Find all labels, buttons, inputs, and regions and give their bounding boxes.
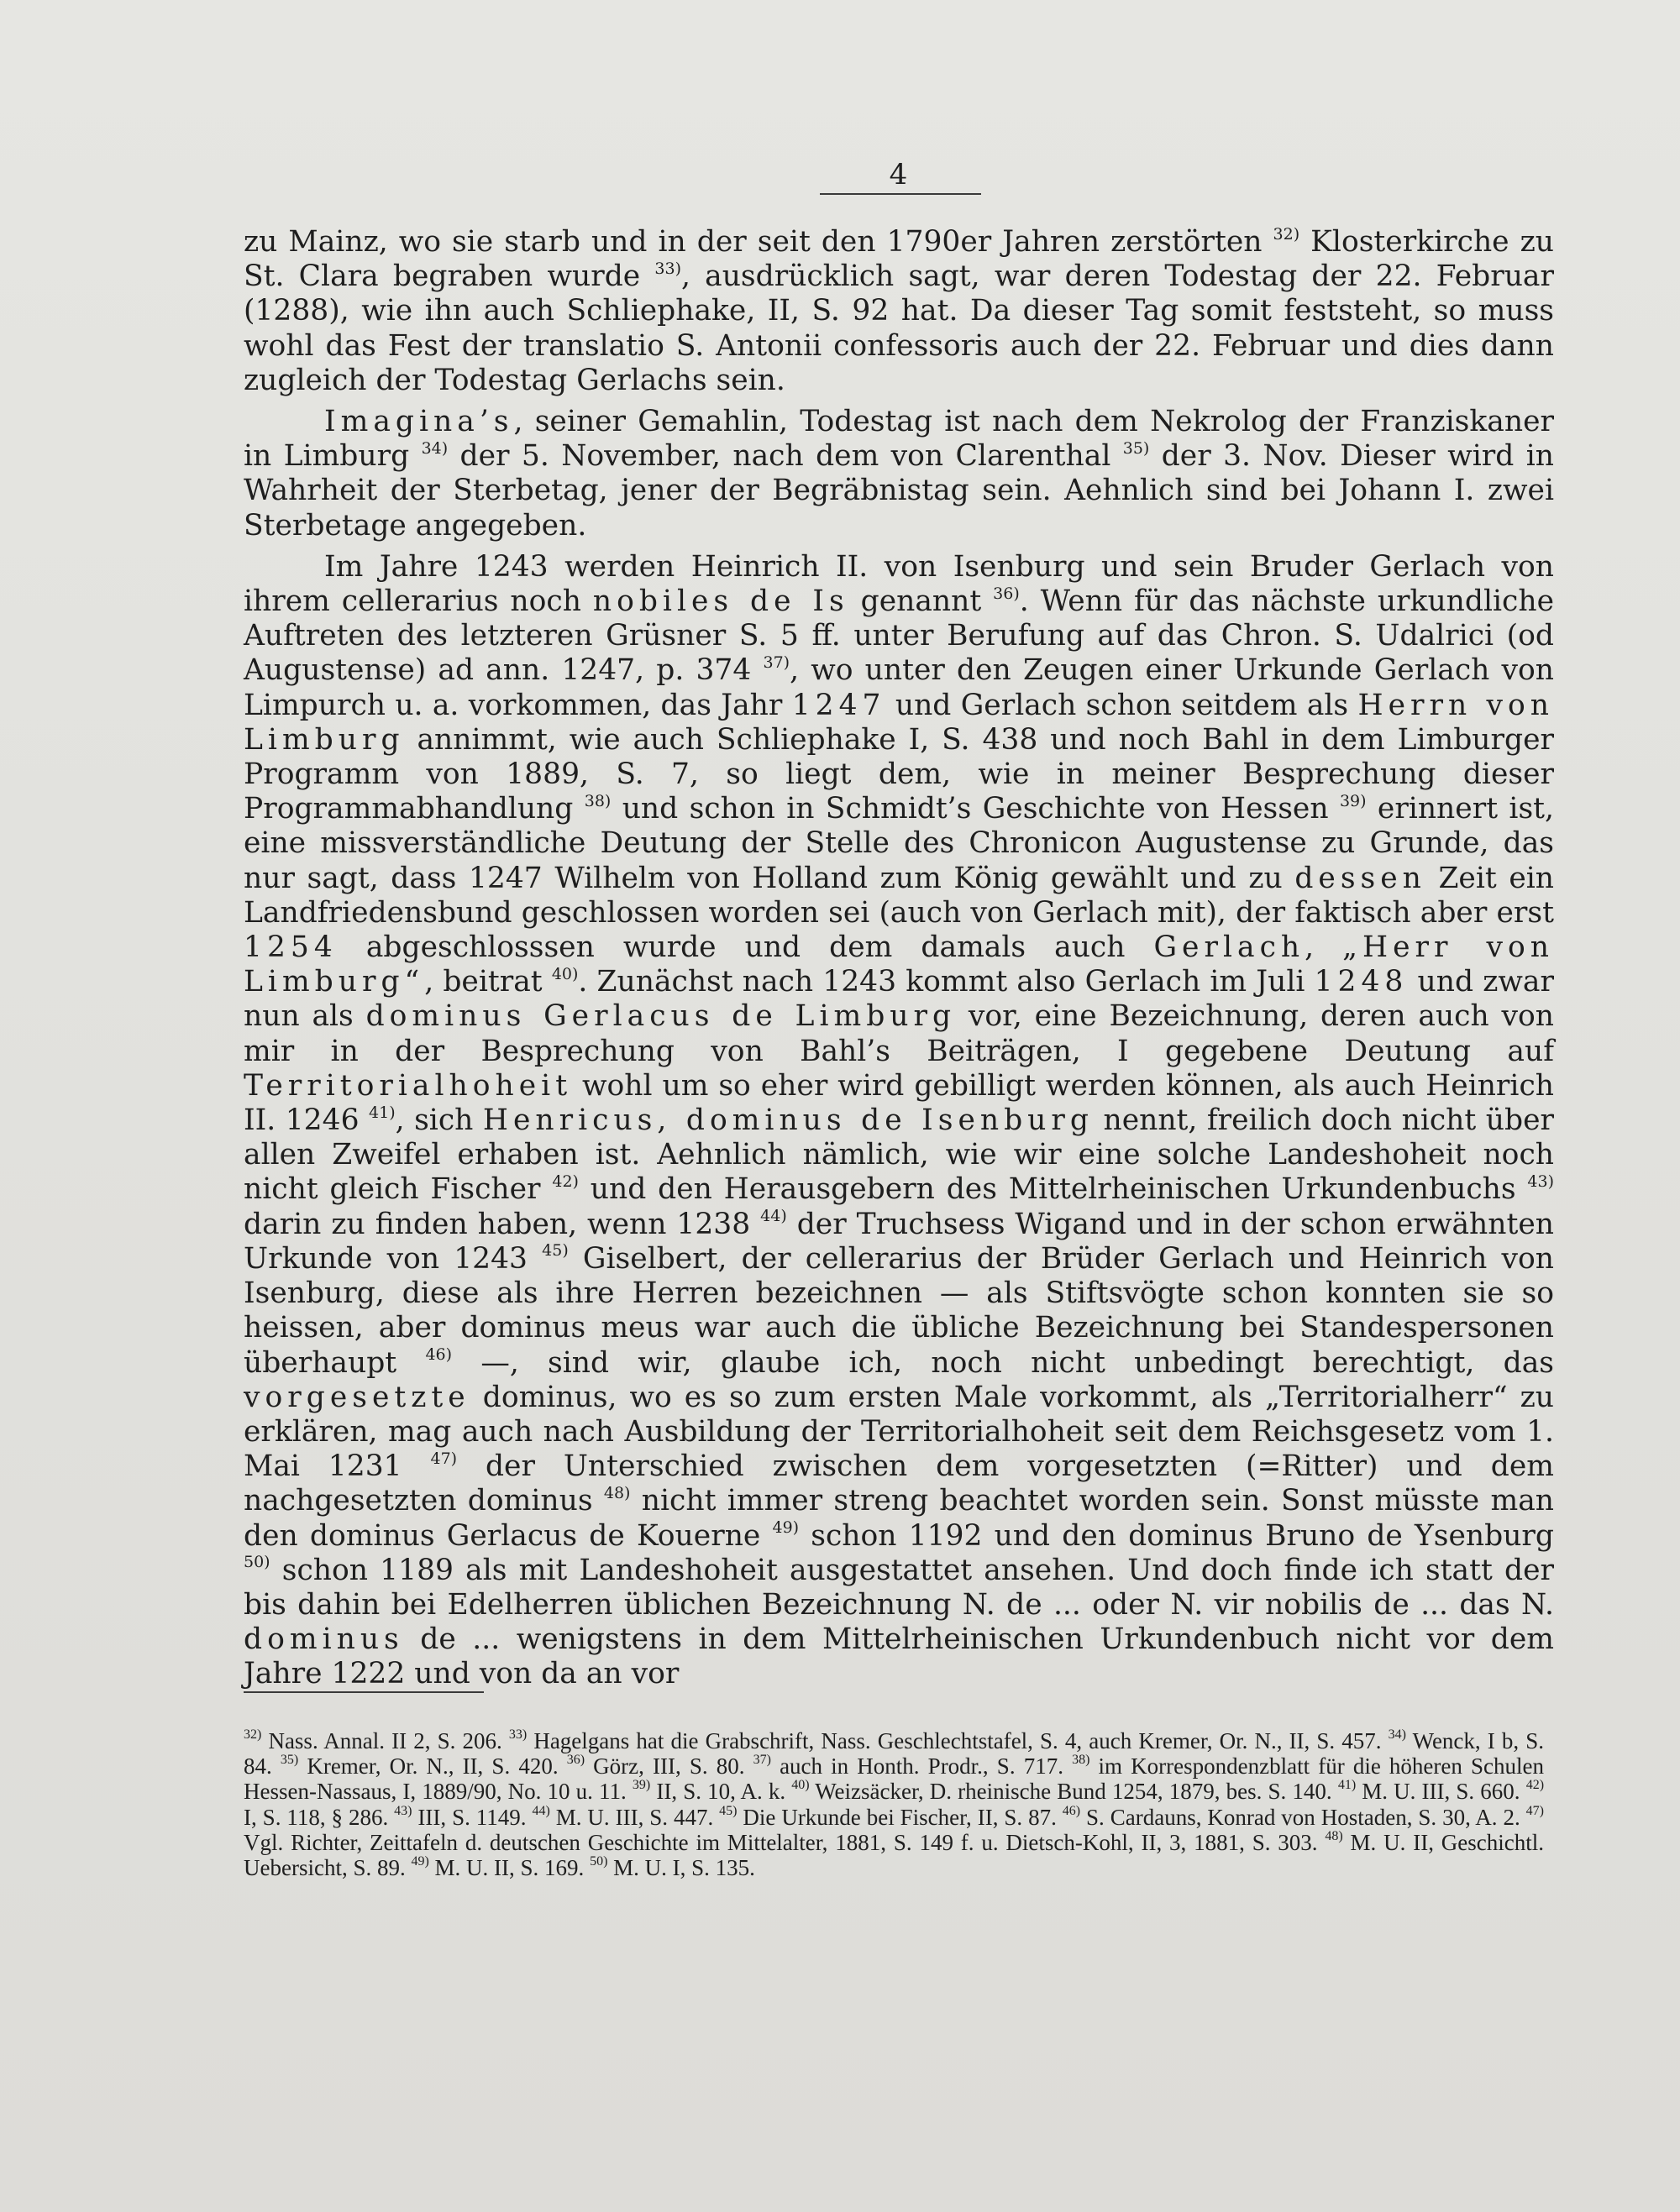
footnote-ref: 41) [369,1103,396,1122]
header-rule [820,193,981,195]
footnote-ref: 43) [1527,1172,1554,1191]
footnote-ref: 34) [421,438,449,458]
footnote-rule [244,1691,484,1693]
footnote-ref: 33) [654,259,681,278]
footnote-ref: 39) [1339,791,1367,810]
footnote-ref: 45) [542,1241,569,1261]
footnote-ref: 47) [430,1449,458,1468]
footnote-ref: 50) [244,1553,270,1572]
footnotes [244,1728,1544,1880]
footnote-ref: 46) [425,1345,453,1364]
paragraph-2: Imagina’s, seiner Gemahlin, Todestag ist nach dem Nekrolog der Franziskaner in Limburg $^{34)}$ der 5. November, nach dem von Clarenthal $^{35)}$ der 3. Nov. Dieser wird in Wahrheit der Sterbetag, jener der Begräbnistag sein. Aehnlich sind bei Johann I. zwei Sterbetage angegeben. [244,405,1554,543]
paragraph-3: Im Jahre 1243 werden Heinrich II. von Isenburg und sein Bruder Gerlach von ihrem cellerarius noch nobiles de Is genannt $^{36)}$. Wenn für das nächste urkundliche Auftreten des letzteren Grüsner S. 5 ff. unter Berufung auf das Chron. S. Udalrici (od Augustense) ad ann. 1247, p. 374 $^{37)}$, wo unter den Zeugen einer Urkunde Gerlach von Limpurch u. a. vorkommen, das Jahr 1247 und Gerlach schon seitdem als Herrn von Limburg annimmt, wie auch Schliephake I, S. 438 und noch Bahl in dem Limburger Programm von 1889, S. 7, so liegt dem, wie in meiner Besprechung dieser Programmabhandlung $^{38)}$ und schon in Schmidt’s Geschichte von Hessen $^{39)}$ erinnert ist, eine missverständliche Deutung der Stelle des Chronicon Augustense zu Grunde, das nur sagt, dass 1247 Wilhelm von Holland zum König gewählt und zu dessen Zeit ein Landfriedensbund geschlossen worden sei (auch von Gerlach mit), der faktisch aber erst 1254 abgeschlosssen wurde und dem damals auch Gerlach, „Herr von Limburg“, beitrat $^{40)}$. Zunächst nach 1243 kommt also Gerlach im Juli 1248 und zwar nun als dominus Gerlacus de Limburg vor, eine Bezeichnung, deren auch von mir in der Besprechung von Bahl’s Beiträgen, I gegebene Deutung auf Territorialhoheit wohl um so eher wird gebilligt werden können, als auch Heinrich II. 1246 $^{41)}$, sich Henricus, dominus de Isenburg nennt, freilich doch nicht über allen Zweifel erhaben ist. Aehnlich nämlich, wie wir eine solche Landeshoheit noch nicht gleich Fischer $^{42)}$ und den Herausgebern des Mittelrheinischen Urkundenbuchs $^{43)}$ darin zu finden haben, wenn 1238 $^{44)}$ der Truchsess Wigand und in der schon erwähnten Urkunde von 1243 $^{45)}$ Giselbert, der cellerarius der Brüder Gerlach und Heinrich von Isenburg, diese als ihre Herren bezeichnen — als Stiftsvögte schon konnten sie so heissen, aber dominus meus war auch die übliche Bezeichnung bei Standespersonen überhaupt $^{46)}$ —, sind wir, glaube ich, noch nicht unbedingt berechtigt, das vorgesetzte dominus, wo es so zum ersten Male vorkommt, als „Territorialherr“ zu erklären, mag auch nach Ausbildung der Territorialhoheit seit dem Reichsgesetz vom 1. Mai 1231 $^{47)}$ der Unterschied zwischen dem vorgesetzten (=Ritter) und dem nachgesetzten dominus $^{48)}$ nicht immer streng beachtet worden sein. Sonst müsste man den dominus Gerlacus de Kouerne $^{49)}$ schon 1192 und den dominus Bruno de Ysenburg $^{50)}$ schon 1189 als mit Landeshoheit ausgestattet ansehen. Und doch finde ich statt der bis dahin bei Edelherren üblichen Bezeichnung N. de ... oder N. vir nobilis de ... das N. dominus de ... wenigstens in dem Mittelrheinischen Urkundenbuch nicht vor dem Jahre 1222 und von da an vor [244,549,1555,1691]
footnote-ref: 44) [760,1207,787,1226]
footnote-ref: 37) [763,653,790,672]
page-number: 4 [889,158,909,191]
footnote-ref: 35) [1122,438,1150,458]
footnote-ref: 49) [772,1518,800,1538]
footnote-ref: 40) [551,964,579,983]
footnote-ref: 48) [603,1483,631,1502]
footnote-ref: 36) [993,584,1020,603]
body-text [244,225,1554,1692]
footnote-ref: 38) [584,791,612,810]
paragraph-1: zu Mainz, wo sie starb und in der seit den 1790er Jahren zerstörten $^{32)}$ Klosterkirche zu St. Clara begraben wurde $^{33)}$, ausdrücklich sagt, war deren Todestag der 22. Februar (1288), wie ihn auch Schliephake, II, S. 92 hat. Da dieser Tag somit feststeht, so muss wohl das Fest der translatio S. Antonii confessoris auch der 22. Februar und dies dann zugleich der Todestag Gerlachs sein. [244,224,1554,397]
footnote-block: $^{32)}$ Nass. Annal. II 2, S. 206. $^{33)}$ Hagelgans hat die Grabschrift, Nass. Geschlechtstafel, S. 4, auch Kremer, Or. N., II, S. 457. $^{34)}$ Wenck, I b, S. 84. $^{35)}$ Kremer, Or. N., II, S. 420. $^{36)}$ Görz, III, S. 80. $^{37)}$ auch in Honth. Prodr., S. 717. $^{38)}$ im Korrespondenzblatt für die höheren Schulen Hessen-Nassaus, I, 1889/90, No. 10 u. 11. $^{39)}$ II, S. 10, A. k. $^{40)}$ Weizsäcker, D. rheinische Bund 1254, 1879, bes. S. 140. $^{41)}$ M. U. III, S. 660. $^{42)}$ I, S. 118, § 286. $^{43)}$ III, S. 1149. $^{44)}$ M. U. III, S. 447. $^{45)}$ Die Urkunde bei Fischer, II, S. 87. $^{46)}$ S. Cardauns, Konrad von Hostaden, S. 30, A. 2. $^{47)}$ Vgl. Richter, Zeittafeln d. deutschen Geschichte im Mittelalter, 1881, S. 149 f. u. Dietsch-Kohl, II, 3, 1881, S. 303. $^{48)}$ M. U. II, Geschichtl. Uebersicht, S. 89. $^{49)}$ M. U. II, S. 169. $^{50)}$ M. U. I, S. 135. [244,1727,1545,1881]
footnote-ref: 42) [552,1172,579,1191]
footnote-ref: 32) [1273,224,1300,244]
